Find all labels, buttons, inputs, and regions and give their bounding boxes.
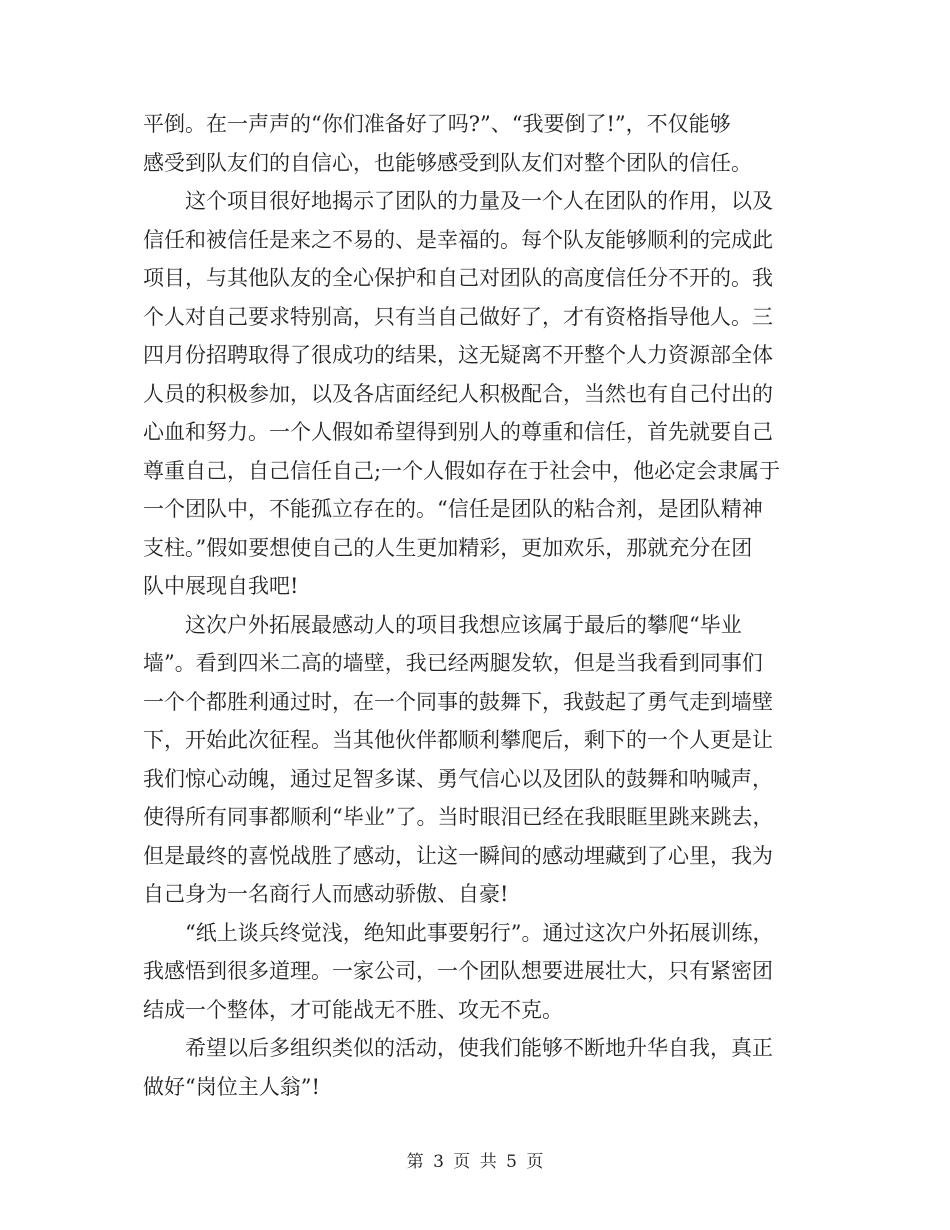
footer-suffix: 页 bbox=[526, 1152, 544, 1172]
text-line: 感受到队友们的自信心，也能够感受到队友们对整个团队的信任。 bbox=[143, 150, 752, 175]
text-line: 我们惊心动魄，通过足智多谋、勇气信心以及团队的鼓舞和呐喊声， bbox=[143, 766, 773, 791]
text-line: 这次户外拓展最感动人的项目我想应该属于最后的攀爬“毕业 bbox=[185, 612, 742, 637]
text-line: 个人对自己要求特别高，只有当自己做好了，才有资格指导他人。三 bbox=[143, 304, 773, 329]
text-line: 下，开始此次征程。当其他伙伴都顺利攀爬后，剩下的一个人更是让 bbox=[143, 728, 773, 752]
text-line: 队中展现自我吧! bbox=[143, 574, 299, 598]
footer-total-pages: 5 bbox=[506, 1152, 517, 1172]
footer-total-word: 共 bbox=[479, 1152, 497, 1172]
footer-prefix: 第 bbox=[406, 1152, 424, 1172]
text-line: 墙”。看到四米二高的墙壁，我已经两腿发软，但是当我看到同事们 bbox=[143, 651, 763, 675]
text-line: 希望以后多组织类似的活动，使我们能够不断地升华自我，真正 bbox=[185, 1036, 773, 1060]
text-line: 自己身为一名商行人而感动骄傲、自豪! bbox=[143, 882, 509, 906]
text-line: 支柱。”假如要想使自己的人生更加精彩，更加欢乐，那就充分在团 bbox=[143, 535, 753, 560]
footer-current-page: 3 bbox=[433, 1152, 444, 1172]
text-line: “纸上谈兵终觉浅，绝知此事要躬行”。通过这次户外拓展训练， bbox=[185, 920, 774, 945]
text-line: 使得所有同事都顺利“毕业”了。当时眼泪已经在我眼眶里跳来跳去， bbox=[143, 805, 774, 829]
footer-page-word: 页 bbox=[453, 1152, 471, 1172]
page-footer bbox=[0, 1150, 950, 1174]
text-line: 信任和被信任是来之不易的、是幸福的。每个队友能够顺利的完成此 bbox=[143, 227, 773, 252]
text-line: 一个团队中，不能孤立存在的。“信任是团队的粘合剂，是团队精神 bbox=[143, 497, 763, 521]
text-line: 平倒。在一声声的“你们准备好了吗?”、“我要倒了!”，不仅能够 bbox=[143, 112, 731, 136]
text-line: 我感悟到很多道理。一家公司，一个团队想要进展壮大，只有紧密团 bbox=[143, 959, 773, 983]
text-line: 一个个都胜利通过时，在一个同事的鼓舞下，我鼓起了勇气走到墙壁 bbox=[143, 689, 773, 714]
text-line: 这个项目很好地揭示了团队的力量及一个人在团队的作用，以及 bbox=[185, 189, 773, 213]
text-line: 人员的积极参加，以及各店面经纪人积极配合，当然也有自己付出的 bbox=[143, 381, 773, 406]
text-line: 心血和努力。一个人假如希望得到别人的尊重和信任，首先就要自己 bbox=[143, 420, 773, 444]
text-line: 尊重自己，自己信任自己;一个人假如存在于社会中，他必定会隶属于 bbox=[143, 458, 781, 483]
text-line: 四月份招聘取得了很成功的结果，这无疑离不开整个人力资源部全体 bbox=[143, 343, 773, 367]
text-line: 项目，与其他队友的全心保护和自己对团队的高度信任分不开的。我 bbox=[143, 266, 773, 290]
text-line: 结成一个整体，才可能战无不胜、攻无不克。 bbox=[143, 997, 563, 1022]
text-line: 但是最终的喜悦战胜了感动，让这一瞬间的感动埋藏到了心里，我为 bbox=[143, 843, 773, 868]
document-body bbox=[143, 105, 809, 1106]
text-line: 做好“岗位主人翁”! bbox=[143, 1074, 320, 1099]
